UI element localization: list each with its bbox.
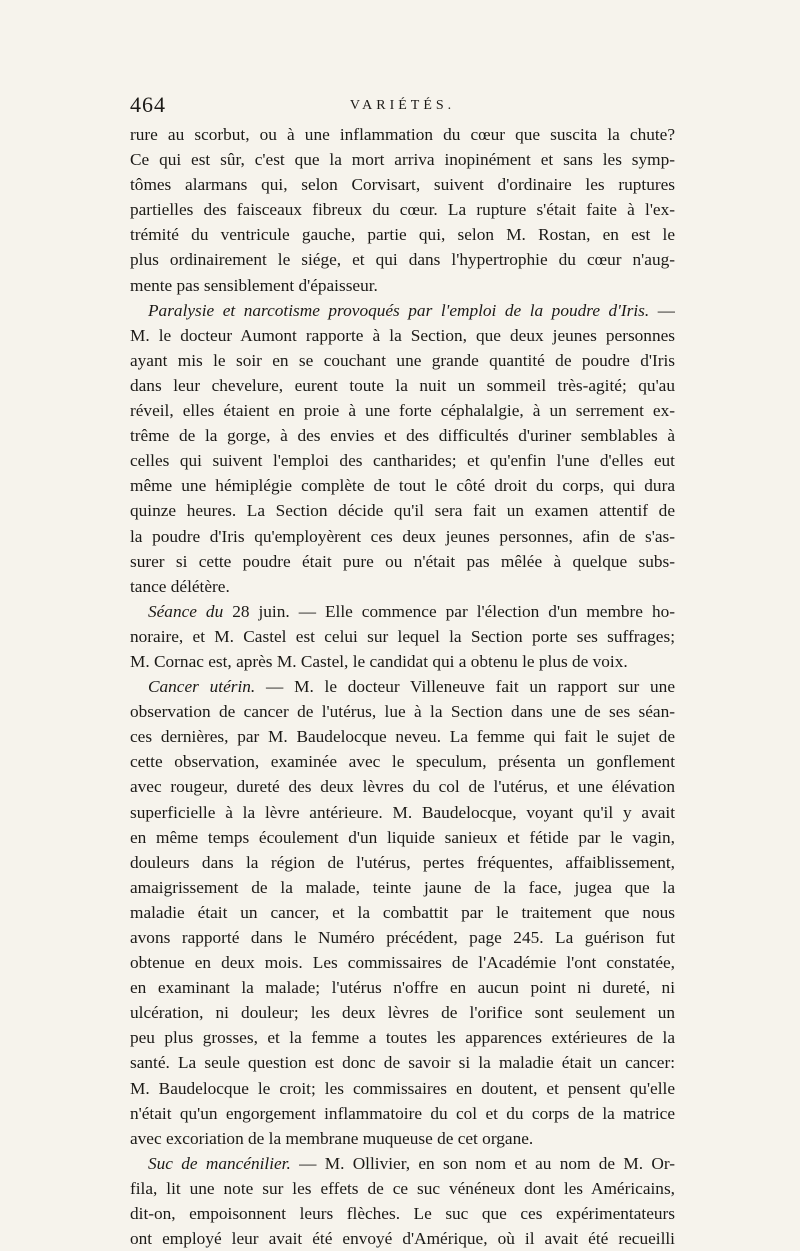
line-text: — M. le docteur Villeneuve fait un rapport sur une (255, 677, 675, 697)
running-head: VARIÉTÉS. (349, 98, 456, 113)
text-line (130, 1101, 675, 1126)
line-text: plus ordinairement le siége, et qui dans l'hypertrophie du cœur n'aug- (130, 250, 675, 270)
body-text (130, 122, 675, 1251)
text-line (130, 925, 675, 950)
text-line (130, 398, 675, 423)
line-text: douleurs dans la région de l'utérus, pertes fréquentes, affaiblissement, (130, 852, 675, 872)
text-line (130, 574, 675, 599)
line-text: ayant mis le soir en se couchant une grande quantité de poudre d'Iris (130, 350, 675, 370)
line-text: en examinant la malade; l'utérus n'offre en aucun point ni dureté, ni (130, 978, 675, 998)
text-line (130, 1176, 675, 1201)
section-heading: Séance du (148, 601, 224, 621)
text-line (130, 473, 675, 498)
page-number: 464 (130, 92, 166, 117)
text-line (130, 1050, 675, 1075)
text-line (130, 825, 675, 850)
text-line (130, 172, 675, 197)
line-text: — (649, 300, 675, 320)
line-text: peu plus grosses, et la femme a toutes les apparences extérieures de la (130, 1028, 675, 1048)
text-line (130, 724, 675, 749)
line-text: M. Baudelocque le croit; les commissaires en doutent, et pensent qu'elle (130, 1078, 675, 1098)
line-text: en même temps écoulement d'un liquide sanieux et fétide par le vagin, (130, 827, 675, 847)
line-text: partielles des faisceaux fibreux du cœur. La rupture s'était faite à l'ex- (130, 200, 675, 220)
line-text: M. le docteur Aumont rapporte à la Section, que deux jeunes personnes (130, 325, 675, 345)
text-line (130, 1000, 675, 1025)
text-line (130, 197, 675, 222)
line-text: avec excoriation de la membrane muqueuse de cet organe. (130, 1128, 534, 1148)
line-text: trême de la gorge, à des envies et des difficultés d'uriner semblables à (130, 426, 675, 446)
line-text: mente pas sensiblement d'épaisseur. (130, 275, 378, 295)
text-line (130, 624, 675, 649)
text-line (130, 247, 675, 272)
page-header (130, 92, 675, 122)
line-text: celles qui suivent l'emploi des cantharides; et qu'enfin l'une d'elles eut (130, 451, 675, 471)
text-line (130, 950, 675, 975)
text-line (130, 373, 675, 398)
line-text: Ce qui est sûr, c'est que la mort arriva inopinément et sans les symp- (130, 150, 675, 170)
line-text: avons rapporté dans le Numéro précédent, page 245. La guérison fut (130, 928, 675, 947)
line-text: fila, lit une note sur les effets de ce suc vénéneux dont les Américains, (130, 1178, 675, 1198)
text-line (130, 1201, 675, 1226)
text-line (130, 448, 675, 473)
line-text: dans leur chevelure, eurent toute la nuit un sommeil très-agité; qu'au (130, 375, 675, 395)
line-text: amaigrissement de la malade, teinte jaune de la face, jugea que la (130, 877, 675, 897)
line-text: obtenue en deux mois. Les commissaires de l'Académie l'ont constatée, (130, 953, 675, 973)
line-text: observation de cancer de l'utérus, lue à la Section dans une de ses séan- (130, 702, 675, 722)
text-line (130, 122, 675, 147)
text-line (130, 975, 675, 1000)
text-line (130, 774, 675, 799)
text-line (130, 699, 675, 724)
text-line (130, 900, 675, 925)
text-line (130, 749, 675, 774)
text-line (130, 222, 675, 247)
line-text: n'était qu'un engorgement inflammatoire du col et du corps de la matrice (130, 1103, 675, 1123)
line-text: maladie était un cancer, et la combattit par le traitement que nous (130, 902, 675, 922)
text-line (130, 423, 675, 448)
line-text: noraire, et M. Castel est celui sur lequel la Section porte ses suffrages; (130, 626, 675, 646)
line-text: dit-on, empoisonnent leurs flèches. Le suc que ces expérimentateurs (130, 1204, 675, 1224)
text-line (130, 649, 675, 674)
text-line (130, 850, 675, 875)
text-line (130, 674, 675, 699)
text-line (130, 323, 675, 348)
line-text: trémité du ventricule gauche, partie qui, selon M. Rostan, en est le (130, 225, 675, 245)
text-line (130, 549, 675, 574)
text-line (130, 1151, 675, 1176)
line-text: ont employé leur avait été envoyé d'Amérique, où il avait été recueilli (130, 1229, 675, 1249)
line-text: cette observation, examinée avec le speculum, présenta un gonflement (130, 752, 675, 772)
text-line (130, 875, 675, 900)
line-text: quinze heures. La Section décide qu'il sera fait un examen attentif de (130, 501, 675, 521)
line-text: superficielle à la lèvre antérieure. M. Baudelocque, voyant qu'il y avait (130, 802, 675, 822)
text-line (130, 1025, 675, 1050)
text-line (130, 524, 675, 549)
line-text: ulcération, ni douleur; les deux lèvres de l'orifice sont seulement un (130, 1003, 675, 1023)
line-text: santé. La seule question est donc de savoir si la maladie était un cancer: (130, 1053, 675, 1073)
text-line (130, 1226, 675, 1251)
line-text: tance délétère. (130, 576, 230, 596)
text-line (130, 599, 675, 624)
line-text: M. Cornac est, après M. Castel, le candidat qui a obtenu le plus de voix. (130, 651, 628, 671)
line-text: avec rougeur, dureté des deux lèvres du col de l'utérus, et une élévation (130, 777, 675, 797)
line-text: la poudre d'Iris qu'employèrent ces deux jeunes personnes, afin de s'as- (130, 526, 675, 546)
section-heading: Suc de mancénilier. (148, 1153, 291, 1173)
line-text: 28 juin. — Elle commence par l'élection d'un membre ho- (223, 601, 675, 621)
line-text: — M. Ollivier, en son nom et au nom de M. Or- (290, 1153, 675, 1173)
line-text: tômes alarmans qui, selon Corvisart, suivent d'ordinaire les ruptures (130, 175, 675, 195)
line-text: surer si cette poudre était pure ou n'était pas mêlée à quelque subs- (130, 551, 675, 571)
text-line (130, 348, 675, 373)
line-text: même une hémiplégie complète de tout le côté droit du corps, qui dura (130, 476, 675, 496)
text-line (130, 147, 675, 172)
text-line (130, 498, 675, 523)
section-heading: Cancer utérin. (148, 677, 256, 697)
text-line (130, 1126, 675, 1151)
line-text: réveil, elles étaient en proie à une forte céphalalgie, à un serrement ex- (130, 401, 675, 421)
section-heading: Paralysie et narcotisme provoqués par l'emploi de la poudre d'Iris. (148, 300, 650, 320)
text-line (130, 273, 675, 298)
text-line (130, 298, 675, 323)
line-text: rure au scorbut, ou à une inflammation du cœur que suscita la chute? (130, 125, 675, 144)
text-line (130, 1076, 675, 1101)
line-text: ces dernières, par M. Baudelocque neveu. La femme qui fait le sujet de (130, 727, 675, 747)
text-line (130, 800, 675, 825)
